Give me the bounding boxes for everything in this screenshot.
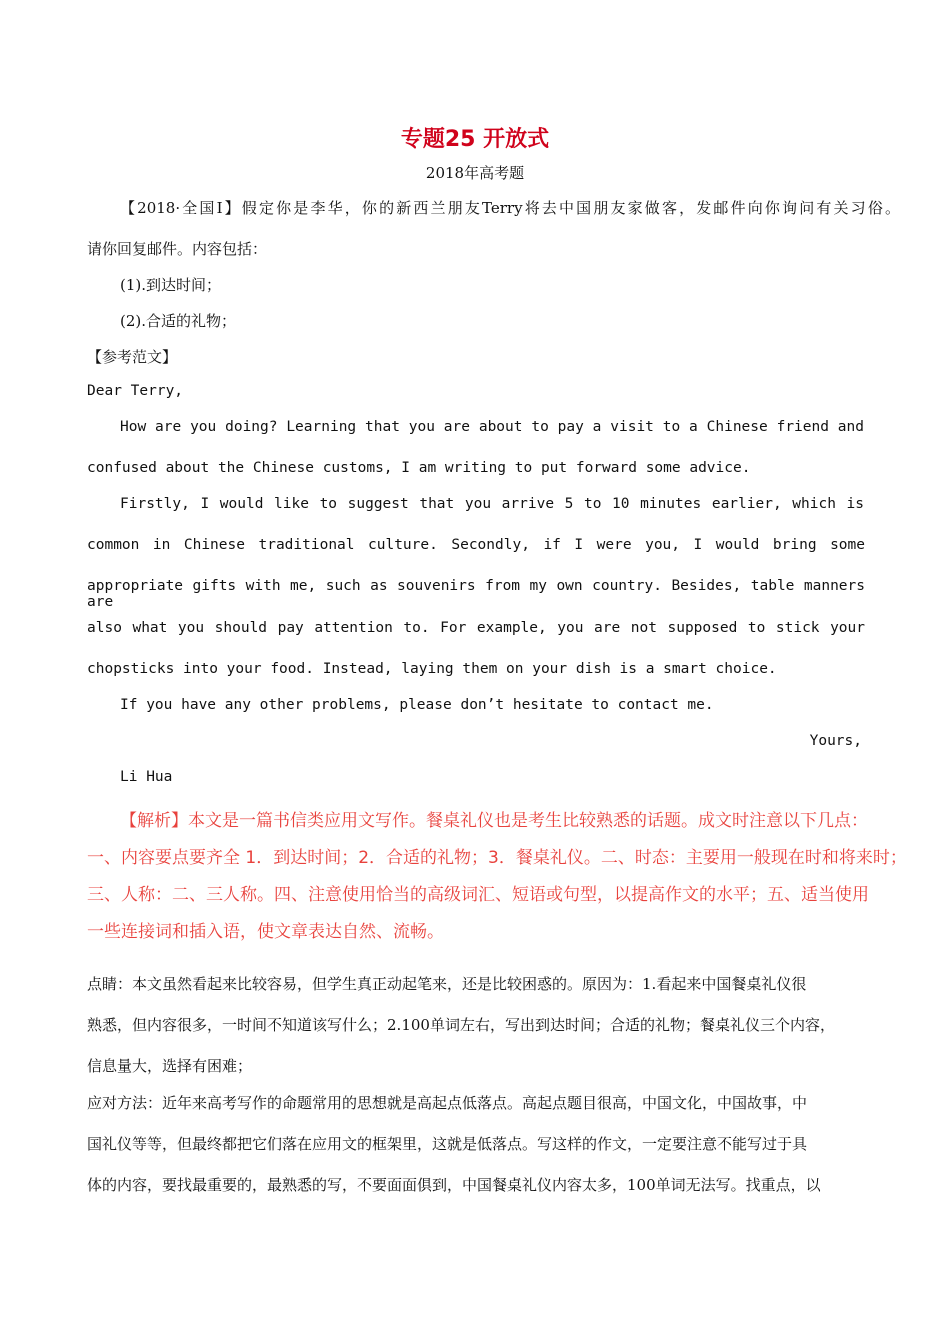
sample-p1-line-2: confused about the Chinese customs, I am writing to put forward some advice.	[87, 460, 751, 476]
question-line-1: 【2018·全国I】假定你是李华，你的新西兰朋友Terry将去中国朋友家做客，发邮件向你询问有关习俗。	[120, 199, 900, 217]
sample-p2-line-4: also what you should pay attention to. For example, you are not supposed to stick your	[87, 620, 865, 636]
page-subtitle: 2018年高考题	[425, 164, 525, 182]
analysis-line-3: 三、人称：二、三人称。四、注意使用恰当的高级词汇、短语或句型，以提高作文的水平；五、适当使用	[87, 885, 869, 905]
analysis-line-4: 一些连接词和插入语，使文章表达自然、流畅。	[87, 922, 444, 942]
sample-closing: Yours,	[809, 733, 862, 749]
method-line-2: 国礼仪等等，但最终都把它们落在应用文的框架里，这就是低落点。写这样的作文，一定要注意不能写过于具	[87, 1135, 808, 1153]
sample-heading: 【参考范文】	[87, 348, 178, 366]
method-line-1: 应对方法：近年来高考写作的命题常用的思想就是高起点低落点。高起点题目很高，中国文化，中国故事，中	[87, 1094, 808, 1112]
sample-signature: Li Hua	[120, 769, 173, 785]
notes-line-2: 熟悉，但内容很多，一时间不知道该写什么；2.100单词左右，写出到达时间；合适的礼物；餐桌礼仪三个内容，	[87, 1016, 835, 1034]
method-line-3: 体的内容，要找最重要的，最熟悉的写，不要面面俱到，中国餐桌礼仪内容太多，100单词无法写。找重点，以	[87, 1176, 821, 1194]
sample-p2-line-5: chopsticks into your food. Instead, laying them on your dish is a smart choice.	[87, 661, 777, 677]
analysis-line-2: 一、内容要点要齐全 1．到达时间；2．合适的礼物；3．餐桌礼仪。二、时态：主要用一般现在时和将来时；	[87, 848, 907, 868]
page-title: 专题25 开放式	[400, 127, 550, 152]
sample-greeting: Dear Terry,	[87, 383, 184, 399]
sample-p2-line-1: Firstly, I would like to suggest that you arrive 5 to 10 minutes earlier, which is	[120, 496, 864, 512]
sample-p3: If you have any other problems, please don’t hesitate to contact me.	[120, 697, 714, 713]
notes-line-1: 点睛：本文虽然看起来比较容易，但学生真正动起笔来，还是比较困惑的。原因为：1.看起来中国餐桌礼仪很	[87, 975, 807, 993]
notes-line-3: 信息量大，选择有困难；	[87, 1057, 253, 1075]
analysis-line-1: 【解析】本文是一篇书信类应用文写作。餐桌礼仪也是考生比较熟悉的话题。成文时注意以下几点：	[120, 811, 868, 831]
question-line-2: 请你回复邮件。内容包括：	[87, 240, 268, 258]
sample-p1-line-1: How are you doing? Learning that you are about to pay a visit to a Chinese friend and	[120, 419, 864, 435]
sample-p2-line-3: appropriate gifts with me, such as souvenirs from my own country. Besides, table manners are	[87, 578, 865, 610]
sample-p2-line-2: common in Chinese traditional culture. Secondly, if I were you, I would bring some	[87, 537, 865, 553]
question-item-2: (2).合适的礼物；	[120, 312, 237, 330]
question-item-1: (1).到达时间；	[120, 276, 222, 294]
